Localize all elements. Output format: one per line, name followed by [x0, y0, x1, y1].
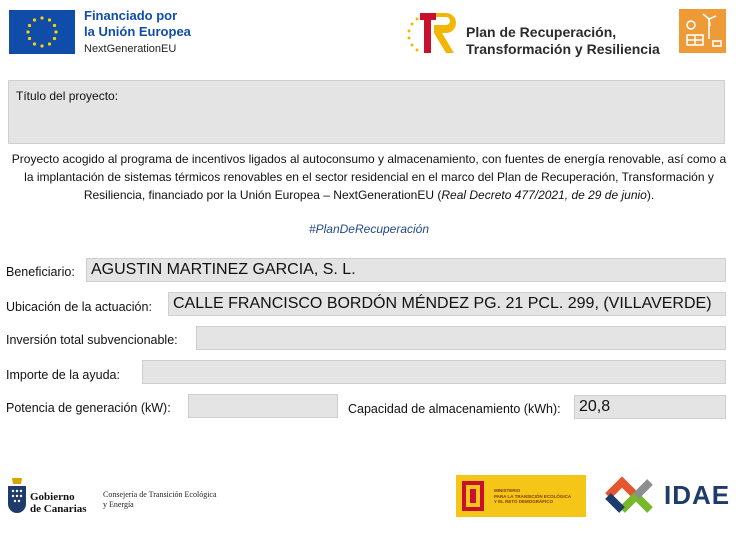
beneficiario-value: AGUSTIN MARTINEZ GARCIA, S. L.: [91, 261, 356, 278]
inversion-label: Inversión total subvencionable:: [6, 333, 178, 347]
ministerio-line1: MINISTERIO: [494, 488, 521, 493]
ubicacion-field: [168, 292, 726, 316]
project-description: [6, 150, 732, 204]
idae-logo-icon: [598, 474, 662, 518]
importe-field: [142, 360, 726, 384]
gobierno-canarias: [30, 491, 87, 515]
renewable-energy-icon: [679, 9, 726, 53]
consejeria: [103, 490, 217, 510]
potencia-field: [188, 394, 338, 418]
potencia-label: Potencia de generación (kW):: [6, 401, 171, 415]
hashtag: #PlanDeRecuperación: [308, 222, 430, 236]
prtr-logo-icon: [406, 10, 462, 56]
capacidad-label: Capacidad de almacenamiento (kWh):: [348, 402, 561, 416]
gobierno-canarias-shield-icon: [6, 476, 28, 518]
eu-funding-line1: Financiado por: [84, 8, 178, 23]
project-title-label: Título del proyecto:: [16, 89, 119, 103]
ubicacion-label: Ubicación de la actuación:: [6, 300, 152, 314]
description-text: Proyecto acogido al programa de incentivos ligados al autoconsumo y almacenamiento, con fuentes de energía renovable, así como a la implantación de sistemas térmicos renovables en el sector residencial en el marco del Plan de Recuperación, Transformación y Resiliencia, financiado por la Unión Europea – NextGenerationEU (: [11, 152, 727, 202]
prtr-title-line2: Transformación y Resiliencia: [466, 41, 660, 57]
importe-label: Importe de la ayuda:: [6, 368, 120, 382]
eu-funding-line2: la Unión Europea: [84, 24, 191, 39]
capacidad-field: [574, 395, 726, 419]
gobierno-line1: Gobierno: [30, 491, 75, 503]
inversion-field: [196, 326, 726, 350]
beneficiario-label: Beneficiario:: [6, 265, 75, 279]
consejeria-line1: Consejería de Transición Ecológica: [103, 490, 217, 499]
idae-wordmark: IDAE: [664, 480, 731, 510]
description-end: ).: [646, 188, 655, 202]
description-ref: Real Decreto 477/2021, de 29 de junio: [441, 188, 647, 202]
eu-flag-icon: [9, 10, 75, 54]
ministerio-line3: Y EL RETO DEMOGRÁFICO: [494, 499, 554, 504]
ministerio-line2: PARA LA TRANSICIÓN ECOLÓGICA: [494, 493, 572, 499]
gobierno-line2: de Canarias: [30, 503, 87, 515]
ubicacion-value: CALLE FRANCISCO BORDÓN MÉNDEZ PG. 21 PCL. 299, (VILLAVERDE): [173, 295, 712, 312]
capacidad-value: 20,8: [579, 398, 611, 415]
consejeria-line2: y Energía: [103, 500, 134, 509]
ministerio-text: [494, 488, 571, 505]
prtr-title-line1: Plan de Recuperación,: [466, 24, 617, 40]
eu-funding-line3: NextGenerationEU: [84, 43, 177, 55]
beneficiario-field: [86, 258, 726, 282]
